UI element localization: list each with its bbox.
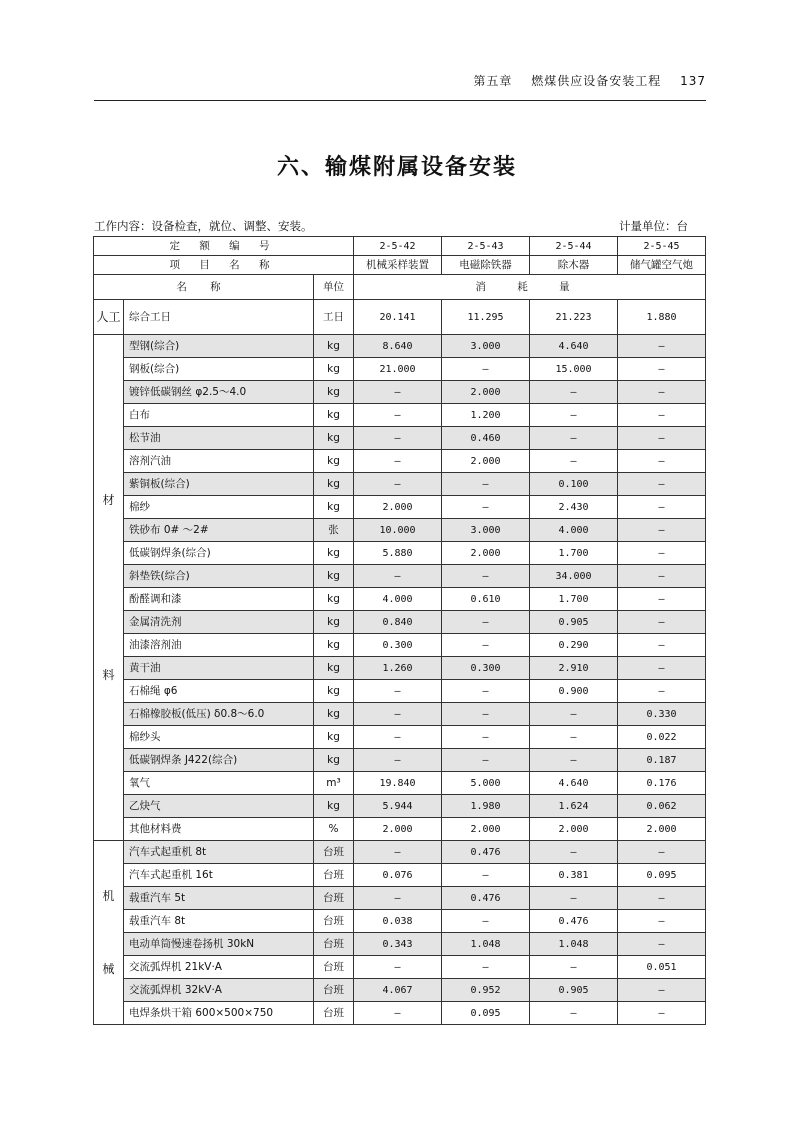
consumption-value: 0.610 xyxy=(442,588,530,611)
material-row xyxy=(94,749,706,772)
resource-unit: kg xyxy=(314,726,354,749)
resource-unit: kg xyxy=(314,565,354,588)
consumption-value: 0.840 xyxy=(354,611,442,634)
consumption-value: — xyxy=(618,887,706,910)
resource-name: 棉纱 xyxy=(124,496,314,519)
resource-name: 交流弧焊机 21kV·A xyxy=(124,956,314,979)
consumption-value: 4.067 xyxy=(354,979,442,1002)
consumption-value: — xyxy=(442,496,530,519)
resource-name: 白布 xyxy=(124,404,314,427)
consumption-value: — xyxy=(618,381,706,404)
consumption-value: — xyxy=(618,565,706,588)
consumption-value: 1.200 xyxy=(442,404,530,427)
consumption-value: — xyxy=(618,496,706,519)
consumption-value: — xyxy=(354,887,442,910)
header-rule xyxy=(94,100,706,101)
running-header xyxy=(94,72,706,92)
consumption-value: 2.000 xyxy=(618,818,706,841)
resource-unit: kg xyxy=(314,634,354,657)
consumption-value: — xyxy=(442,680,530,703)
resource-unit: 台班 xyxy=(314,841,354,864)
machine-group-char: 机 xyxy=(102,889,115,904)
resource-unit: kg xyxy=(314,749,354,772)
material-group-char: 材 xyxy=(102,492,115,507)
consumption-value: 10.000 xyxy=(354,519,442,542)
resource-name: 松节油 xyxy=(124,427,314,450)
resource-name: 黄干油 xyxy=(124,657,314,680)
item-name: 机械采样装置 xyxy=(354,256,442,275)
material-row xyxy=(94,726,706,749)
work-content: 工作内容：设备检查，就位、调整、安装。 xyxy=(94,219,313,233)
consumption-value: 0.460 xyxy=(442,427,530,450)
resource-unit: kg xyxy=(314,611,354,634)
item-name-row xyxy=(94,256,706,275)
consumption-value: 5.000 xyxy=(442,772,530,795)
consumption-value: — xyxy=(530,703,618,726)
resource-unit: kg xyxy=(314,703,354,726)
quota-code: 2-5-45 xyxy=(618,237,706,256)
consumption-value: — xyxy=(442,956,530,979)
consumption-value: 2.000 xyxy=(354,496,442,519)
consumption-value: 0.290 xyxy=(530,634,618,657)
consumption-value: — xyxy=(530,841,618,864)
consumption-value: — xyxy=(442,634,530,657)
resource-name: 低碳钢焊条 J422(综合) xyxy=(124,749,314,772)
consumption-value: — xyxy=(530,381,618,404)
resource-unit: 台班 xyxy=(314,1002,354,1025)
consumption-value: 0.381 xyxy=(530,864,618,887)
consumption-value: — xyxy=(354,680,442,703)
consumption-value: 1.260 xyxy=(354,657,442,680)
resource-name: 氧气 xyxy=(124,772,314,795)
consumption-value: 0.187 xyxy=(618,749,706,772)
resource-name: 酚醛调和漆 xyxy=(124,588,314,611)
quota-table xyxy=(93,236,706,1025)
resource-name: 载重汽车 5t xyxy=(124,887,314,910)
consumption-value: 5.880 xyxy=(354,542,442,565)
material-row xyxy=(94,795,706,818)
consumption-value: — xyxy=(442,611,530,634)
material-row xyxy=(94,542,706,565)
consumption-value: — xyxy=(618,473,706,496)
material-row xyxy=(94,588,706,611)
consumption-value: 2.000 xyxy=(354,818,442,841)
resource-unit: % xyxy=(314,818,354,841)
material-row xyxy=(94,611,706,634)
resource-name: 溶剂汽油 xyxy=(124,450,314,473)
resource-unit: kg xyxy=(314,542,354,565)
consumption-value: — xyxy=(530,726,618,749)
labor-row xyxy=(94,300,706,335)
consumption-value: — xyxy=(354,703,442,726)
consumption-value: 1.700 xyxy=(530,588,618,611)
consumption-value: 0.905 xyxy=(530,611,618,634)
consumption-value: 0.300 xyxy=(354,634,442,657)
consumption-value: 2.000 xyxy=(530,818,618,841)
consumption-value: 15.000 xyxy=(530,358,618,381)
consumption-value: 8.640 xyxy=(354,335,442,358)
item-name: 储气罐空气炮 xyxy=(618,256,706,275)
consumption-value: — xyxy=(618,542,706,565)
material-row xyxy=(94,657,706,680)
consumption-value: 0.095 xyxy=(442,1002,530,1025)
material-row xyxy=(94,358,706,381)
resource-name: 石棉橡胶板(低压) δ0.8～6.0 xyxy=(124,703,314,726)
consumption-value: 0.952 xyxy=(442,979,530,1002)
consumption-value: 0.476 xyxy=(530,910,618,933)
consumption-value: — xyxy=(530,450,618,473)
machine-row xyxy=(94,933,706,956)
consumption-value: — xyxy=(618,358,706,381)
consumption-value: 0.038 xyxy=(354,910,442,933)
consumption-value: 11.295 xyxy=(442,300,530,335)
resource-name: 斜垫铁(综合) xyxy=(124,565,314,588)
consumption-value: 21.223 xyxy=(530,300,618,335)
consumption-value: — xyxy=(442,749,530,772)
resource-unit: 张 xyxy=(314,519,354,542)
consumption-value: 3.000 xyxy=(442,335,530,358)
item-name: 除木器 xyxy=(530,256,618,275)
consumption-value: — xyxy=(442,864,530,887)
material-group-char: 料 xyxy=(102,668,115,683)
chapter-title: 燃煤供应设备安装工程 xyxy=(531,74,662,88)
consumption-value: — xyxy=(354,726,442,749)
resource-name: 乙炔气 xyxy=(124,795,314,818)
consumption-value: — xyxy=(618,910,706,933)
consumption-value: — xyxy=(354,1002,442,1025)
machine-row xyxy=(94,887,706,910)
machine-row xyxy=(94,979,706,1002)
consumption-value: — xyxy=(354,841,442,864)
consumption-value: 1.048 xyxy=(530,933,618,956)
consumption-value: 4.000 xyxy=(354,588,442,611)
consumption-value: — xyxy=(354,404,442,427)
consumption-value: 1.700 xyxy=(530,542,618,565)
consumption-value: 3.000 xyxy=(442,519,530,542)
consumption-value: 2.000 xyxy=(442,818,530,841)
resource-unit: kg xyxy=(314,473,354,496)
material-row xyxy=(94,427,706,450)
consumption-value: 1.624 xyxy=(530,795,618,818)
consumption-value: 1.880 xyxy=(618,300,706,335)
resource-unit: kg xyxy=(314,427,354,450)
consumption-value: — xyxy=(442,703,530,726)
resource-name: 型钢(综合) xyxy=(124,335,314,358)
resource-name: 低碳钢焊条(综合) xyxy=(124,542,314,565)
consumption-value: — xyxy=(618,611,706,634)
consumption-value: 20.141 xyxy=(354,300,442,335)
material-row xyxy=(94,404,706,427)
consumption-value: 0.062 xyxy=(618,795,706,818)
machine-group-char: 械 xyxy=(102,961,115,976)
quota-code: 2-5-42 xyxy=(354,237,442,256)
consumption-value: — xyxy=(442,910,530,933)
measure-unit: 计量单位：台 xyxy=(619,219,688,233)
consumption-value: 0.300 xyxy=(442,657,530,680)
table-meta xyxy=(94,218,702,234)
resource-unit: 台班 xyxy=(314,910,354,933)
machine-row xyxy=(94,910,706,933)
col-name-header: 名 称 xyxy=(94,275,314,300)
material-row xyxy=(94,634,706,657)
resource-unit: kg xyxy=(314,381,354,404)
resource-name: 电动单筒慢速卷扬机 30kN xyxy=(124,933,314,956)
consumption-value: — xyxy=(618,933,706,956)
machine-row xyxy=(94,956,706,979)
consumption-value: 1.980 xyxy=(442,795,530,818)
consumption-value: 4.640 xyxy=(530,772,618,795)
consumption-value: 2.910 xyxy=(530,657,618,680)
consumption-value: — xyxy=(618,404,706,427)
consumption-value: 4.640 xyxy=(530,335,618,358)
consumption-value: — xyxy=(530,1002,618,1025)
consumption-value: — xyxy=(354,473,442,496)
consumption-value: 19.840 xyxy=(354,772,442,795)
consumption-value: 2.000 xyxy=(442,542,530,565)
consumption-value: — xyxy=(618,634,706,657)
resource-unit: 台班 xyxy=(314,887,354,910)
resource-unit: kg xyxy=(314,795,354,818)
machine-row xyxy=(94,1002,706,1025)
consumption-value: 0.051 xyxy=(618,956,706,979)
material-row xyxy=(94,680,706,703)
consumption-value: — xyxy=(530,887,618,910)
resource-unit: 台班 xyxy=(314,864,354,887)
consumption-value: — xyxy=(354,381,442,404)
quota-no-label: 定 额 编 号 xyxy=(94,237,354,256)
resource-name: 棉纱头 xyxy=(124,726,314,749)
resource-unit: kg xyxy=(314,657,354,680)
consumption-value: 0.022 xyxy=(618,726,706,749)
material-row xyxy=(94,496,706,519)
consumption-value: — xyxy=(442,358,530,381)
consumption-value: — xyxy=(354,450,442,473)
material-row xyxy=(94,772,706,795)
quota-code: 2-5-44 xyxy=(530,237,618,256)
resource-name: 石棉绳 φ6 xyxy=(124,680,314,703)
consumption-value: — xyxy=(618,680,706,703)
col-consumption-header: 消 耗 量 xyxy=(354,275,706,300)
resource-unit: 台班 xyxy=(314,956,354,979)
resource-name: 钢板(综合) xyxy=(124,358,314,381)
consumption-value: 5.944 xyxy=(354,795,442,818)
quota-code-row xyxy=(94,237,706,256)
material-row xyxy=(94,519,706,542)
resource-unit: 台班 xyxy=(314,979,354,1002)
consumption-value: 0.476 xyxy=(442,841,530,864)
consumption-value: — xyxy=(618,841,706,864)
consumption-value: 0.330 xyxy=(618,703,706,726)
labor-group: 人工 xyxy=(94,300,124,335)
resource-unit: kg xyxy=(314,680,354,703)
resource-name: 其他材料费 xyxy=(124,818,314,841)
machine-row xyxy=(94,864,706,887)
consumption-value: — xyxy=(530,956,618,979)
consumption-value: 0.095 xyxy=(618,864,706,887)
column-header-row xyxy=(94,275,706,300)
material-row xyxy=(94,335,706,358)
consumption-value: 0.076 xyxy=(354,864,442,887)
page-number: 137 xyxy=(680,74,706,88)
col-unit-header: 单位 xyxy=(314,275,354,300)
machine-row xyxy=(94,841,706,864)
consumption-value: — xyxy=(354,749,442,772)
consumption-value: 1.048 xyxy=(442,933,530,956)
consumption-value: — xyxy=(442,473,530,496)
consumption-value: 2.000 xyxy=(442,450,530,473)
chapter-number: 第五章 xyxy=(473,74,513,88)
consumption-value: 0.476 xyxy=(442,887,530,910)
consumption-value: — xyxy=(618,335,706,358)
consumption-value: 4.000 xyxy=(530,519,618,542)
resource-unit: 工日 xyxy=(314,300,354,335)
consumption-value: — xyxy=(618,450,706,473)
material-row xyxy=(94,818,706,841)
material-row xyxy=(94,473,706,496)
resource-unit: kg xyxy=(314,496,354,519)
consumption-value: 2.000 xyxy=(442,381,530,404)
consumption-value: 21.000 xyxy=(354,358,442,381)
item-name: 电磁除铁器 xyxy=(442,256,530,275)
consumption-value: 2.430 xyxy=(530,496,618,519)
consumption-value: — xyxy=(618,979,706,1002)
material-row xyxy=(94,450,706,473)
resource-name: 镀锌低碳钢丝 φ2.5～4.0 xyxy=(124,381,314,404)
consumption-value: — xyxy=(442,565,530,588)
consumption-value: — xyxy=(618,1002,706,1025)
consumption-value: 0.100 xyxy=(530,473,618,496)
consumption-value: — xyxy=(354,565,442,588)
resource-unit: m³ xyxy=(314,772,354,795)
resource-name: 汽车式起重机 8t xyxy=(124,841,314,864)
machine-group xyxy=(94,841,124,1025)
consumption-value: 34.000 xyxy=(530,565,618,588)
consumption-value: — xyxy=(618,657,706,680)
consumption-value: 0.900 xyxy=(530,680,618,703)
consumption-value: — xyxy=(354,956,442,979)
material-row xyxy=(94,381,706,404)
resource-name: 油漆溶剂油 xyxy=(124,634,314,657)
material-row xyxy=(94,703,706,726)
resource-name: 综合工日 xyxy=(124,300,314,335)
item-name-label: 项 目 名 称 xyxy=(94,256,354,275)
resource-name: 载重汽车 8t xyxy=(124,910,314,933)
resource-unit: kg xyxy=(314,450,354,473)
resource-unit: kg xyxy=(314,404,354,427)
section-title: 六、输煤附属设备安装 xyxy=(276,155,517,180)
consumption-value: — xyxy=(530,427,618,450)
consumption-value: — xyxy=(530,749,618,772)
consumption-value: — xyxy=(618,427,706,450)
consumption-value: — xyxy=(618,519,706,542)
consumption-value: — xyxy=(354,427,442,450)
resource-name: 交流弧焊机 32kV·A xyxy=(124,979,314,1002)
consumption-value: 0.343 xyxy=(354,933,442,956)
resource-name: 金属清洗剂 xyxy=(124,611,314,634)
consumption-value: — xyxy=(618,588,706,611)
resource-name: 汽车式起重机 16t xyxy=(124,864,314,887)
quota-code: 2-5-43 xyxy=(442,237,530,256)
consumption-value: — xyxy=(530,404,618,427)
consumption-value: 0.176 xyxy=(618,772,706,795)
resource-unit: kg xyxy=(314,335,354,358)
resource-unit: kg xyxy=(314,358,354,381)
consumption-value: — xyxy=(442,726,530,749)
resource-unit: kg xyxy=(314,588,354,611)
resource-name: 电焊条烘干箱 600×500×750 xyxy=(124,1002,314,1025)
resource-name: 紫铜板(综合) xyxy=(124,473,314,496)
consumption-value: 0.905 xyxy=(530,979,618,1002)
material-row xyxy=(94,565,706,588)
resource-name: 铁砂布 0# ～2# xyxy=(124,519,314,542)
material-group xyxy=(94,335,124,841)
resource-unit: 台班 xyxy=(314,933,354,956)
